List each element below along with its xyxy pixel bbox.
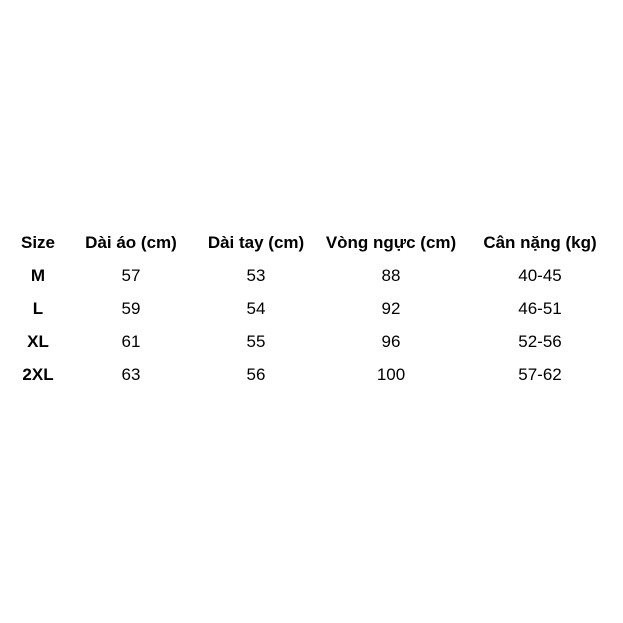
table-row: [10, 325, 614, 358]
table-row: [10, 259, 614, 292]
header-chest: Vòng ngực (cm): [325, 232, 457, 252]
header-weight: Cân nặng (kg): [483, 232, 597, 252]
sleeve-value: 55: [246, 331, 266, 351]
size-label: 2XL: [22, 364, 54, 384]
size-label: XL: [27, 331, 49, 351]
chest-value: 92: [381, 298, 401, 318]
length-value: 61: [121, 331, 141, 351]
length-value: 63: [121, 364, 141, 384]
size-label: L: [32, 298, 44, 318]
sleeve-value: 54: [246, 298, 266, 318]
chest-value: 100: [376, 364, 406, 384]
header-size: Size: [20, 232, 56, 252]
weight-value: 57-62: [518, 364, 562, 384]
sleeve-value: 53: [246, 265, 266, 285]
header-sleeve: Dài tay (cm): [207, 232, 305, 252]
size-chart-table: [10, 226, 614, 391]
header-length: Dài áo (cm): [85, 232, 177, 252]
weight-value: 52-56: [518, 331, 562, 351]
table-row: [10, 292, 614, 325]
size-label: M: [30, 265, 46, 285]
table-header-row: [10, 226, 614, 259]
table-row: [10, 358, 614, 391]
length-value: 59: [121, 298, 141, 318]
chest-value: 96: [381, 331, 401, 351]
chest-value: 88: [381, 265, 401, 285]
weight-value: 46-51: [518, 298, 562, 318]
sleeve-value: 56: [246, 364, 266, 384]
length-value: 57: [121, 265, 141, 285]
weight-value: 40-45: [518, 265, 562, 285]
